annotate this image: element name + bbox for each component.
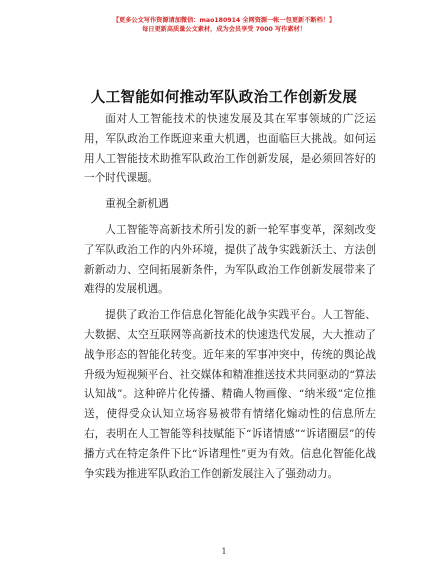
promo-banner-line-1: 【更多公文写作资源请加微信：mao180914 全网资源一帐一包更新不断档！】 — [112, 17, 336, 24]
paragraph-section-intro: 人工智能等高新技术所引发的新一轮军事变革，深刻改变了军队政治工作的内外环境，提供了战争实践新沃土、方法创新新动力、空间拓展新条件，为军队政治工作创新发展带来了难得的发展机遇。 — [84, 223, 376, 296]
document-body — [84, 110, 376, 490]
document-title: 人工智能如何推动军队政治工作创新发展 — [90, 90, 358, 106]
page-number: 1 — [221, 547, 227, 556]
promo-banner-line-2: 每日更新高质量公文素材，成为会员享受 7000 写作素材！ — [142, 26, 306, 33]
promo-banner — [0, 16, 448, 34]
paragraph-intro: 面对人工智能技术的快速发展及其在军事领域的广泛运用，军队政治工作既迎来重大机遇，也面临巨大挑战。如何运用人工智能技术助推军队政治工作创新发展，是必须回答好的一个时代课题。 — [84, 113, 376, 185]
section-heading: 重视全新机遇 — [105, 198, 169, 211]
paragraph-practice-platform: 提供了政治工作信息化智能化战争实践平台。人工智能、大数据、太空互联网等高新技术的快速迭代发展，大大推动了战争形态的智能化转变。近年来的军事冲突中，传统的舆论战升级为短视频平台、社交媒体和精准推送技术共同驱动的“算法认知战”。这种碎片化传播、精确人物画像、“纳米级”定位推送，使得受众认知立场容易被带有情绪化煽动性的信息所左右，表明在人工智能等科技赋能下“诉诸情感”“诉诸圈层”的传播方式在特定条件下比“诉诸理性”更为有效。信息化智能化战争实践为推进军队政治工作创新发展注入了强劲动力。 — [84, 309, 376, 480]
